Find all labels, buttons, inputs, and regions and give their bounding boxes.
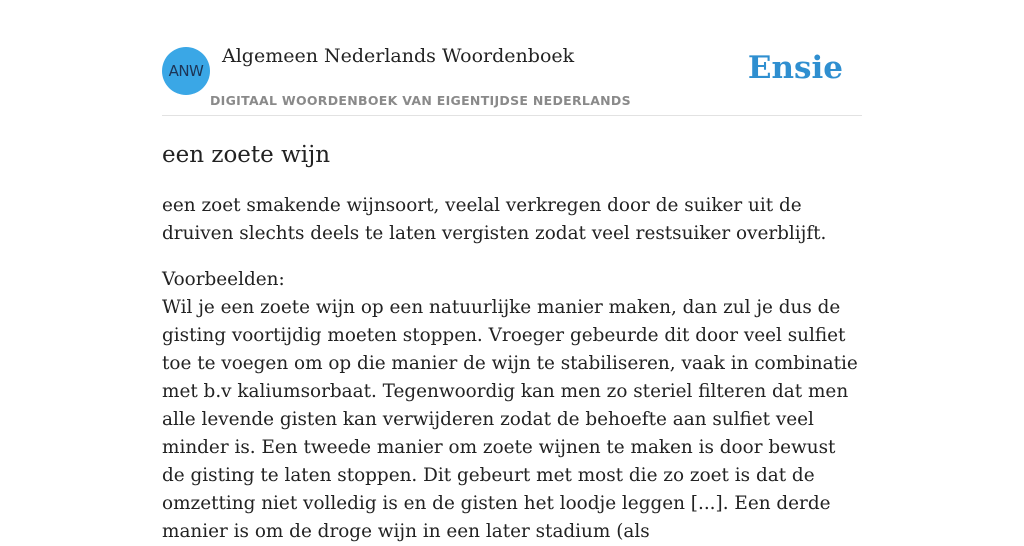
entry-content [162,138,862,546]
anw-logo[interactable]: ANW [162,47,210,95]
site-header [162,0,862,116]
ensie-brand-logo[interactable]: Ensie [747,50,843,86]
dictionary-title[interactable]: Algemeen Nederlands Woordenboek [222,45,575,67]
entry-title: een zoete wijn [162,142,331,168]
entry-definition: een zoet smakende wijnsoort, veelal verkregen door de suiker uit de druiven slechts deels te laten vergisten zodat veel restsuiker overblijft. [162,195,827,244]
dictionary-subtitle: DIGITAAL WOORDENBOEK VAN EIGENTIJDSE NEDERLANDS [210,93,631,108]
example-text: Wil je een zoete wijn op een natuurlijke manier maken, dan zul je dus de gisting voortijdig moeten stoppen. Vroeger gebeurde dit door veel sulfiet toe te voegen om op die manier de wijn te stabiliseren, vaak in combinatie met b.v kaliumsorbaat. Tegenwoordig kan men zo steriel filteren dat men alle levende gisten kan verwijderen zodat de behoefte aan sulfiet veel minder is. Een tweede manier om zoete wijnen te maken is door bewust de gisting te laten stoppen. Dit gebeurt met most die zo zoet is dat de omzetting niet volledig is en de gisten het loodje leggen [...]. Een derde manier is om de droge wijn in een later stadium (als [162,297,858,542]
examples-label: Voorbeelden: [162,269,285,290]
